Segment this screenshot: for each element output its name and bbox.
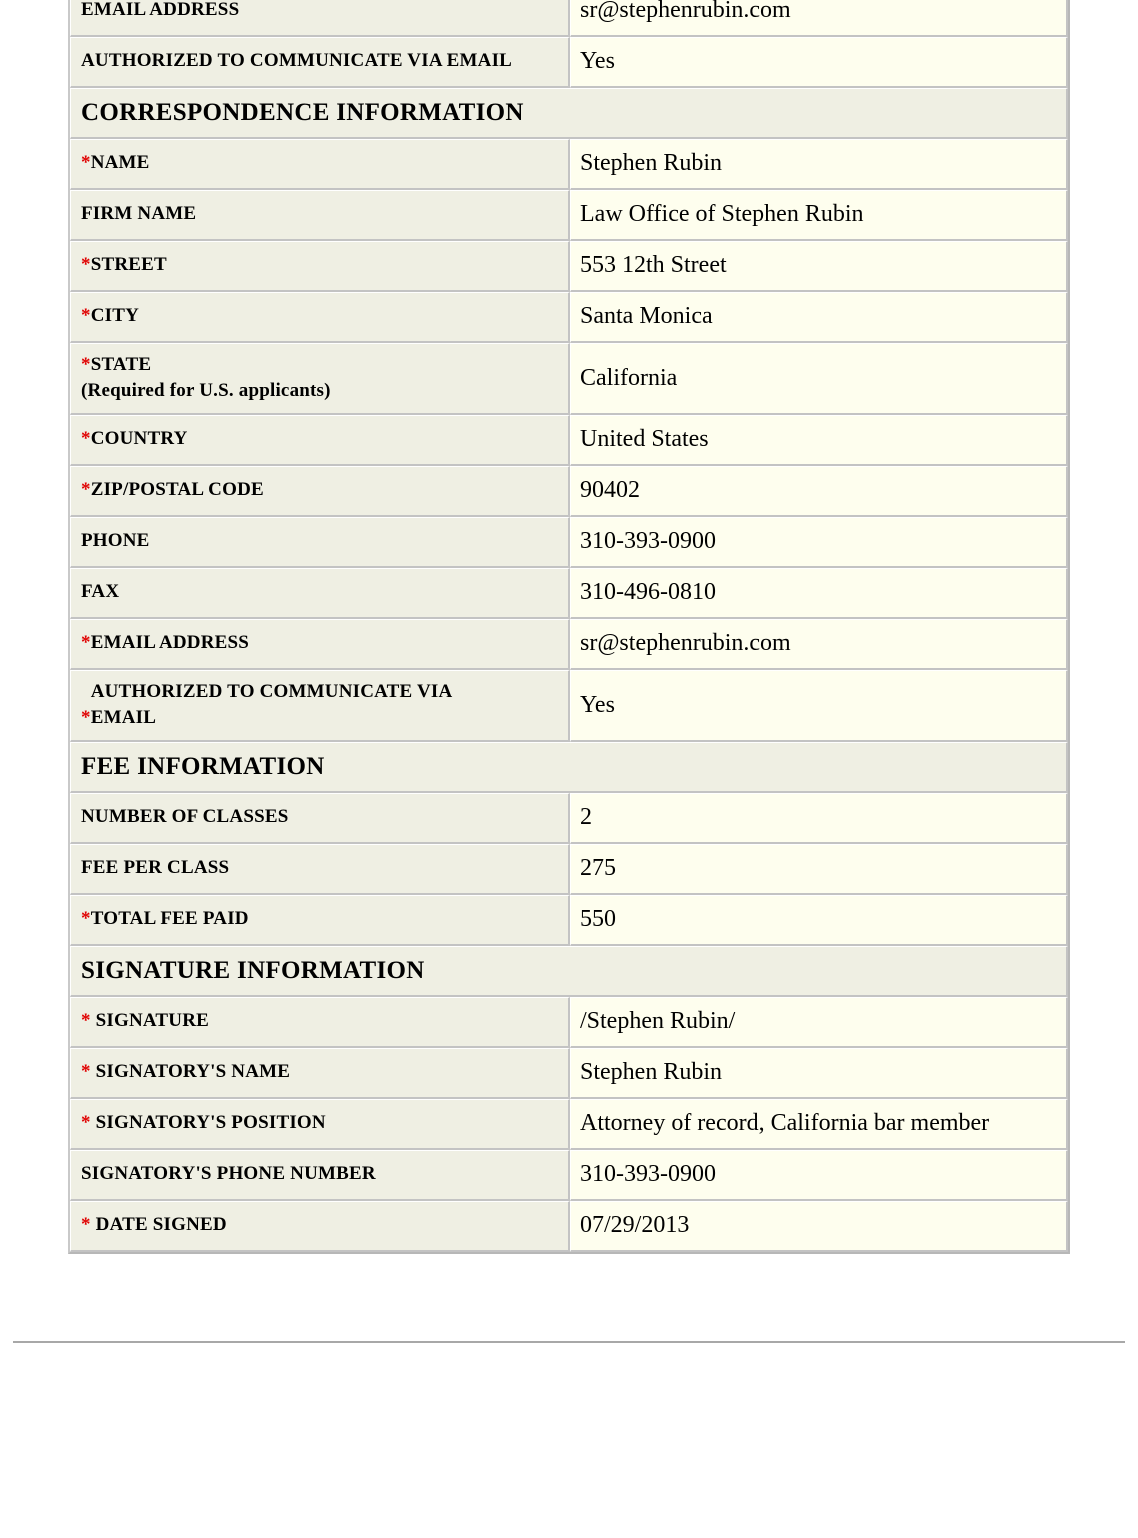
field-label: NUMBER OF CLASSES [70,793,570,844]
table-row [70,1150,1068,1201]
section-header-fee [70,742,1068,793]
table-row [70,670,1068,742]
field-label: *STREET [70,241,570,292]
required-marker: * [81,1214,91,1235]
required-marker: * [81,1061,91,1082]
field-value: California [570,343,1068,415]
field-value: 310-393-0900 [570,1150,1068,1201]
field-label: * DATE SIGNED [70,1201,570,1252]
section-header-correspondence [70,88,1068,139]
table-row [70,1048,1068,1099]
field-value: United States [570,415,1068,466]
field-value: sr@stephenrubin.com [570,0,1068,37]
field-value: Stephen Rubin [570,1048,1068,1099]
field-value: 310-393-0900 [570,517,1068,568]
table-row [70,139,1068,190]
table-row [70,190,1068,241]
field-value: 90402 [570,466,1068,517]
field-label: FIRM NAME [70,190,570,241]
field-label: *TOTAL FEE PAID [70,895,570,946]
required-marker: * [81,706,91,728]
field-label: * SIGNATORY'S POSITION [70,1099,570,1150]
field-value: sr@stephenrubin.com [570,619,1068,670]
table-row [70,793,1068,844]
field-value: Yes [570,670,1068,742]
field-label: *NAME [70,139,570,190]
required-marker: * [81,254,91,275]
form-table [68,0,1070,1254]
table-row [70,466,1068,517]
section-title: SIGNATURE INFORMATION [70,946,1068,997]
table-row [70,895,1068,946]
field-label: *STATE (Required for U.S. applicants) [70,343,570,415]
horizontal-rule [13,1341,1125,1343]
field-note: (Required for U.S. applicants) [81,379,331,401]
table-row [70,241,1068,292]
table-row [70,415,1068,466]
required-marker: * [81,1010,91,1031]
table-row [70,844,1068,895]
table-row [70,37,1068,88]
field-label: EMAIL ADDRESS [70,0,570,37]
field-label: *EMAIL ADDRESS [70,619,570,670]
table-row [70,0,1068,37]
field-value: Yes [570,37,1068,88]
field-value: 275 [570,844,1068,895]
field-label: *ZIP/POSTAL CODE [70,466,570,517]
field-value: 310-496-0810 [570,568,1068,619]
field-label: PHONE [70,517,570,568]
field-label: *CITY [70,292,570,343]
table-row [70,343,1068,415]
required-marker: * [81,353,91,375]
field-value: Law Office of Stephen Rubin [570,190,1068,241]
table-row [70,568,1068,619]
field-value: 553 12th Street [570,241,1068,292]
required-marker: * [81,479,91,500]
field-label: *AUTHORIZED TO COMMUNICATE VIA EMAIL [70,670,570,742]
table-row [70,1201,1068,1252]
field-value: Attorney of record, California bar member [570,1099,1068,1150]
field-label: * SIGNATURE [70,997,570,1048]
field-label: AUTHORIZED TO COMMUNICATE VIA EMAIL [70,37,570,88]
table-row [70,997,1068,1048]
required-marker: * [81,908,91,929]
field-value: Stephen Rubin [570,139,1068,190]
required-marker: * [81,428,91,449]
required-marker: * [81,305,91,326]
section-title: FEE INFORMATION [70,742,1068,793]
required-marker: * [81,1112,91,1133]
section-title: CORRESPONDENCE INFORMATION [70,88,1068,139]
field-label: SIGNATORY'S PHONE NUMBER [70,1150,570,1201]
table-row [70,1099,1068,1150]
field-value: 2 [570,793,1068,844]
field-label: * SIGNATORY'S NAME [70,1048,570,1099]
table-row [70,292,1068,343]
field-label: FEE PER CLASS [70,844,570,895]
field-label: FAX [70,568,570,619]
field-value: Santa Monica [570,292,1068,343]
field-value: 550 [570,895,1068,946]
field-value: 07/29/2013 [570,1201,1068,1252]
field-value: /Stephen Rubin/ [570,997,1068,1048]
table-row [70,619,1068,670]
required-marker: * [81,632,91,653]
section-header-signature [70,946,1068,997]
table-row [70,517,1068,568]
field-label: *COUNTRY [70,415,570,466]
required-marker: * [81,152,91,173]
